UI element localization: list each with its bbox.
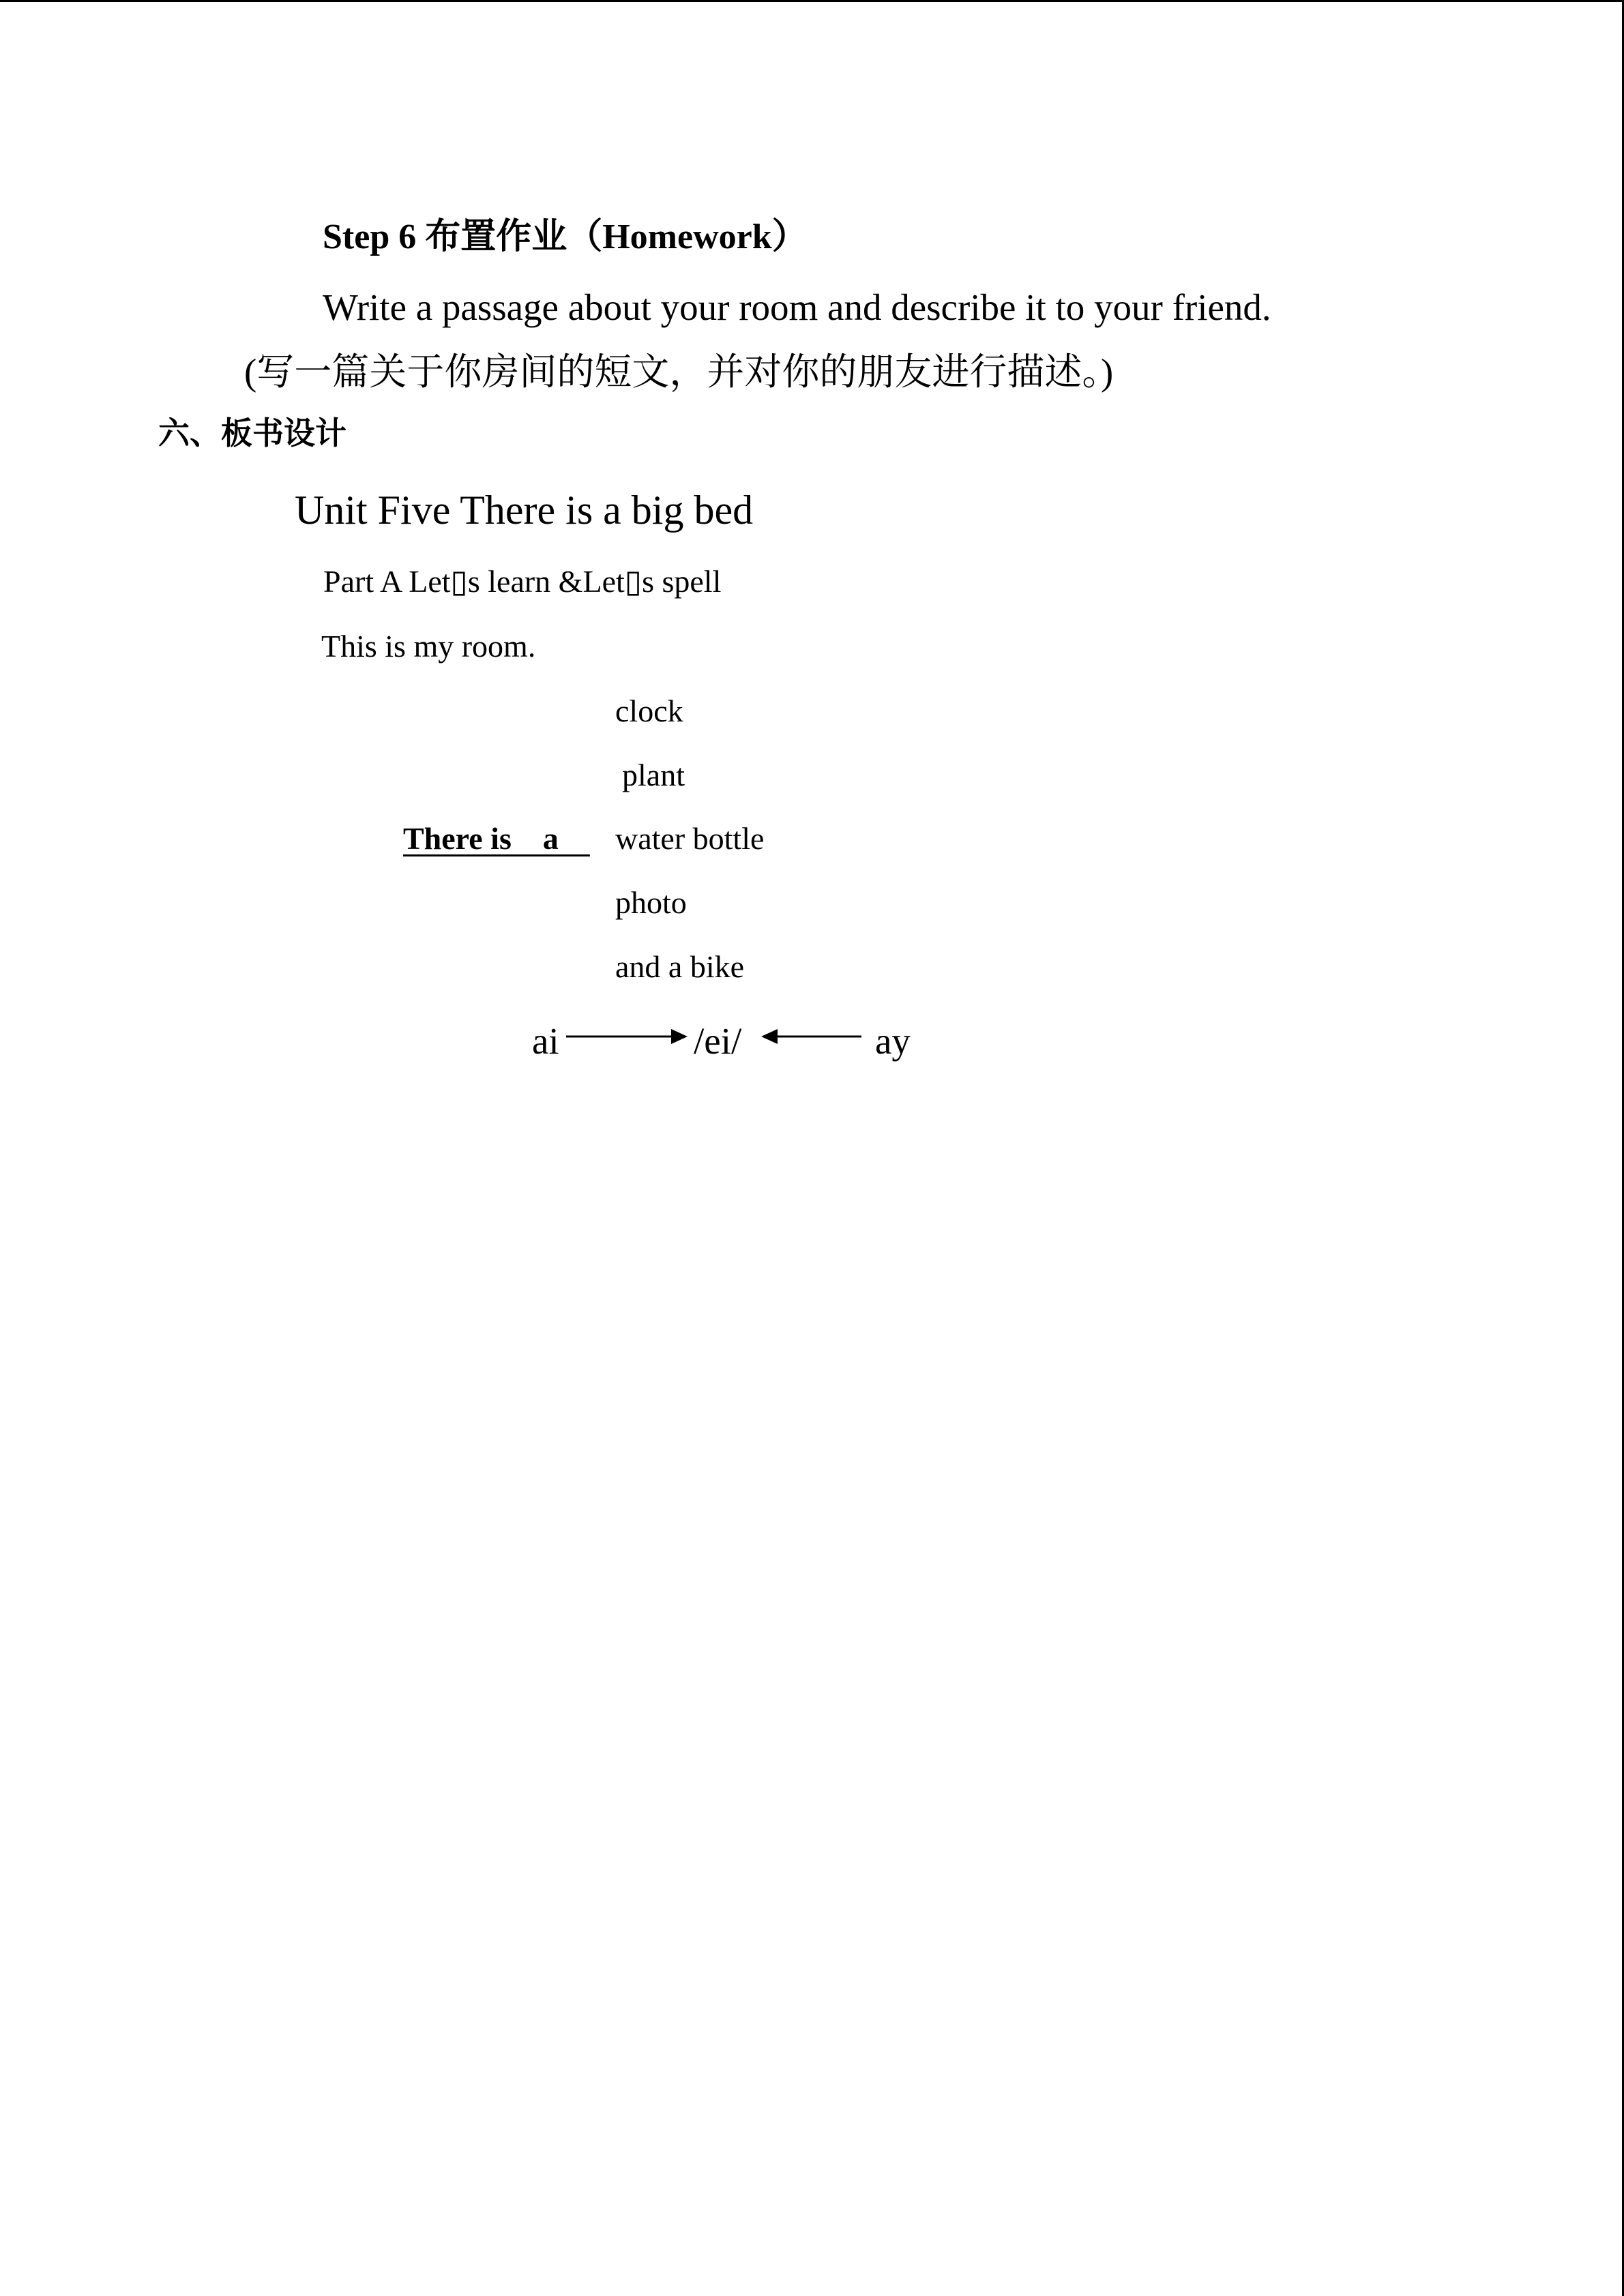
sentence-frame: There is a xyxy=(403,821,590,856)
page-border-top xyxy=(0,0,1624,2)
phonics-center: /ei/ xyxy=(694,1020,742,1062)
phonics-left: ai xyxy=(532,1020,559,1062)
item-water-bottle: water bottle xyxy=(615,821,765,856)
arrow-right-icon xyxy=(563,1023,693,1050)
item-plant: plant xyxy=(622,758,685,792)
arrow-left-icon xyxy=(757,1023,866,1050)
item-photo: photo xyxy=(615,885,687,920)
item-clock: clock xyxy=(615,694,683,728)
homework-step-title: Step 6 布置作业（Homework） xyxy=(323,218,808,256)
part-title: Part A Let▯s learn &Let▯s spell xyxy=(323,564,722,599)
intro-sentence: This is my room. xyxy=(321,629,536,664)
item-bike: and a bike xyxy=(615,949,745,984)
phonics-right: ay xyxy=(875,1020,911,1062)
unit-title: Unit Five There is a big bed xyxy=(295,488,754,533)
homework-instruction-en: Write a passage about your room and describe it to your friend. xyxy=(323,286,1271,328)
board-design-heading: 六、板书设计 xyxy=(158,415,346,451)
homework-instruction-zh: (写一篇关于你房间的短文，并对你的朋友进行描述。) xyxy=(244,351,1114,393)
